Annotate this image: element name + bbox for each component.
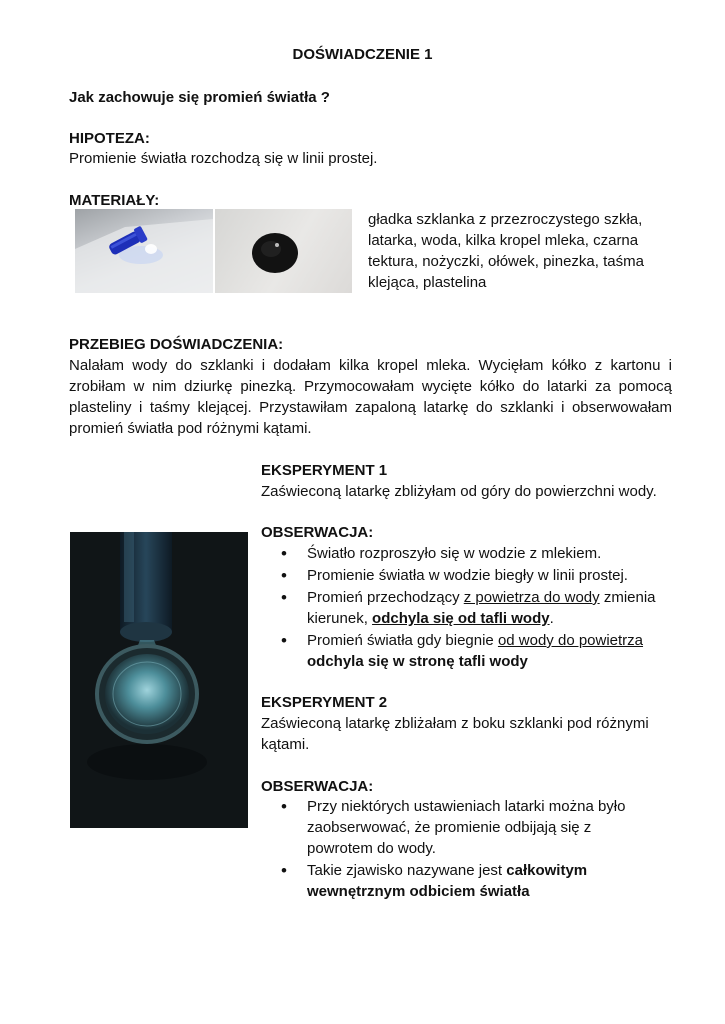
experiment1-observation-heading: OBSERWACJA: xyxy=(261,524,374,541)
hypothesis-text: Promienie światła rozchodzą się w linii prostej. xyxy=(69,150,378,167)
list-item: • Promienie światła w wodzie biegły w linii prostej. xyxy=(261,565,681,586)
cardboard-disc-photo xyxy=(215,209,352,293)
question: Jak zachowuje się promień światła ? xyxy=(69,89,330,106)
list-item: • Światło rozproszyło się w wodzie z mlekiem. xyxy=(261,543,681,564)
experiment1-heading: EKSPERYMENT 1 xyxy=(261,462,388,479)
experiment2-observation-heading: OBSERWACJA: xyxy=(261,778,374,795)
list-item: • Takie zjawisko nazywane jest całkowitym wewnętrznym odbiciem światła xyxy=(261,860,681,902)
experiment-photo xyxy=(70,532,248,828)
list-item: • Promień światła gdy biegnie od wody do powietrza odchyla się w stronę tafli wody xyxy=(261,630,681,672)
materials-list xyxy=(368,209,644,293)
procedure-text: Nalałam wody do szklanki i dodałam kilka kropel mleka. Wycięłam kółko z kartonu i zrobiłam w nim dziurkę pinezką. Przymocowałam wycięte kółko do latarki za pomocą plasteliny i taśmy klejącej. Przystawiłam zapaloną latarkę do szklanki i obserwowałam promień światła pod różnymi kątami. xyxy=(69,357,672,437)
hypothesis-heading: HIPOTEZA: xyxy=(69,130,150,147)
experiment2-observation-list xyxy=(261,796,681,902)
experiment1-text: Zaświeconą latarkę zbliżyłam od góry do powierzchni wody. xyxy=(261,483,657,500)
page-title: DOŚWIADCZENIE 1 xyxy=(292,46,433,63)
experiment1-observation-list xyxy=(261,543,681,672)
experiment2-text: Zaświeconą latarkę zbliżałam z boku szklanki pod różnymi kątami. xyxy=(261,715,649,753)
materials-heading: MATERIAŁY: xyxy=(69,192,160,209)
experiment2-heading: EKSPERYMENT 2 xyxy=(261,694,388,711)
procedure-heading: PRZEBIEG DOŚWIADCZENIA: xyxy=(69,336,284,353)
list-item: • Przy niektórych ustawieniach latarki można było zaobserwować, że promienie odbijają się z powrotem do wody. xyxy=(261,796,681,859)
materials-line: gładka szklanka z przezroczystego szkła, xyxy=(368,211,643,228)
materials-line: tektura, nożyczki, ołówek, pinezka, taśma xyxy=(368,253,644,270)
materials-line: latarka, woda, kilka kropel mleka, czarna xyxy=(368,232,639,249)
flashlight-photo xyxy=(75,209,213,293)
materials-line: klejąca, plastelina xyxy=(368,274,487,291)
list-item: • Promień przechodzący z powietrza do wody zmienia kierunek, odchyla się od tafli wody. xyxy=(261,587,681,629)
